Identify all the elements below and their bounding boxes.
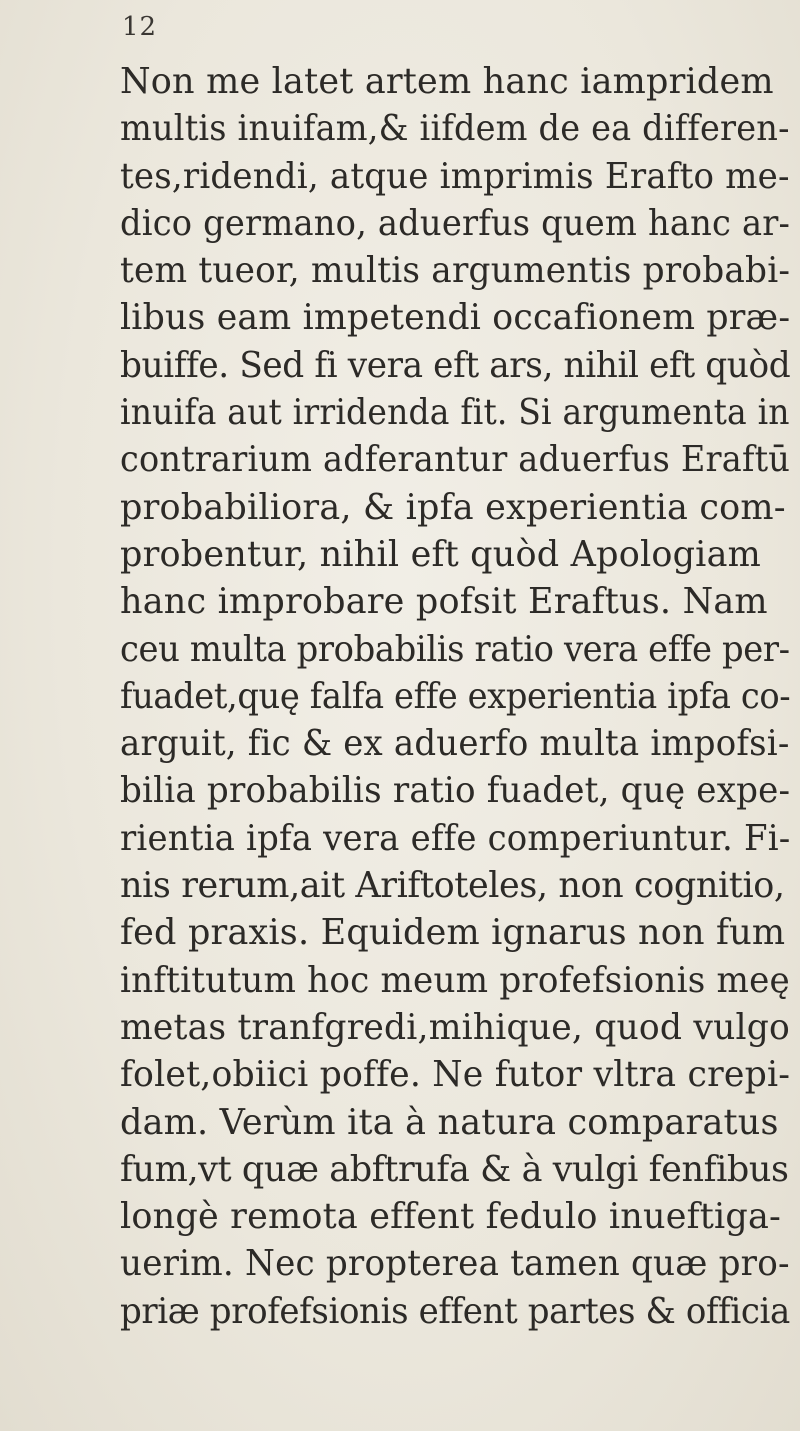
text-line: fuadet,quę falfa effe experientia ipfa co- — [120, 675, 791, 717]
text-line: multis inuifam,& iifdem de ea differen- — [120, 108, 790, 150]
text-line: folet,obiici poffe. Ne futor vltra crepi- — [120, 1054, 791, 1096]
text-line: fed praxis. Equidem ignarus non fum — [120, 912, 786, 954]
text-line: probentur, nihil eft quòd Apologiam — [120, 533, 761, 575]
text-line: inuifa aut irridenda fit. Si argumenta in — [120, 392, 790, 434]
text-line: contrarium adferantur aduerfus Eraftū — [120, 439, 791, 481]
text-line: ceu multa probabilis ratio vera effe per- — [120, 628, 790, 670]
text-line: longè remota effent fedulo inueftiga- — [120, 1196, 782, 1238]
text-line: metas tranfgredi,mihique, quod vulgo — [120, 1006, 790, 1048]
text-line: fum,vt quæ abftrufa & à vulgi fenfibus — [120, 1148, 789, 1190]
text-line: buiffe. Sed fi vera eft ars, nihil eft quòd — [120, 344, 791, 386]
text-line: dico germano, aduerfus quem hanc ar- — [120, 202, 791, 244]
body-text — [120, 58, 800, 1335]
text-line: rientia ipfa vera effe comperiuntur. Fi- — [120, 817, 791, 859]
text-line: uerim. Nec propterea tamen quæ pro- — [120, 1243, 790, 1285]
text-line: hanc improbare pofsit Eraftus. Nam — [120, 581, 768, 623]
text-line: arguit, fic & ex aduerfo multa impofsi- — [120, 723, 790, 765]
text-line: probabiliora, & ipfa experientia com- — [120, 486, 786, 528]
text-line: tem tueor, multis argumentis probabi- — [120, 250, 791, 292]
page-number: 12 — [122, 12, 158, 42]
text-line: bilia probabilis ratio fuadet, quę expe- — [120, 770, 791, 812]
text-line: tes,ridendi, atque imprimis Erafto me- — [120, 155, 790, 197]
text-line: priæ profefsionis effent partes & officia — [120, 1290, 790, 1332]
text-line: libus eam impetendi occafionem præ- — [120, 297, 791, 339]
text-line: inftitutum hoc meum profefsionis meę — [120, 959, 790, 1001]
text-line: nis rerum,ait Ariftoteles, non cognitio, — [120, 865, 785, 907]
text-line: dam. Verùm ita à natura comparatus — [120, 1101, 779, 1143]
text-line: Non me latet artem hanc iampridem — [120, 61, 774, 102]
